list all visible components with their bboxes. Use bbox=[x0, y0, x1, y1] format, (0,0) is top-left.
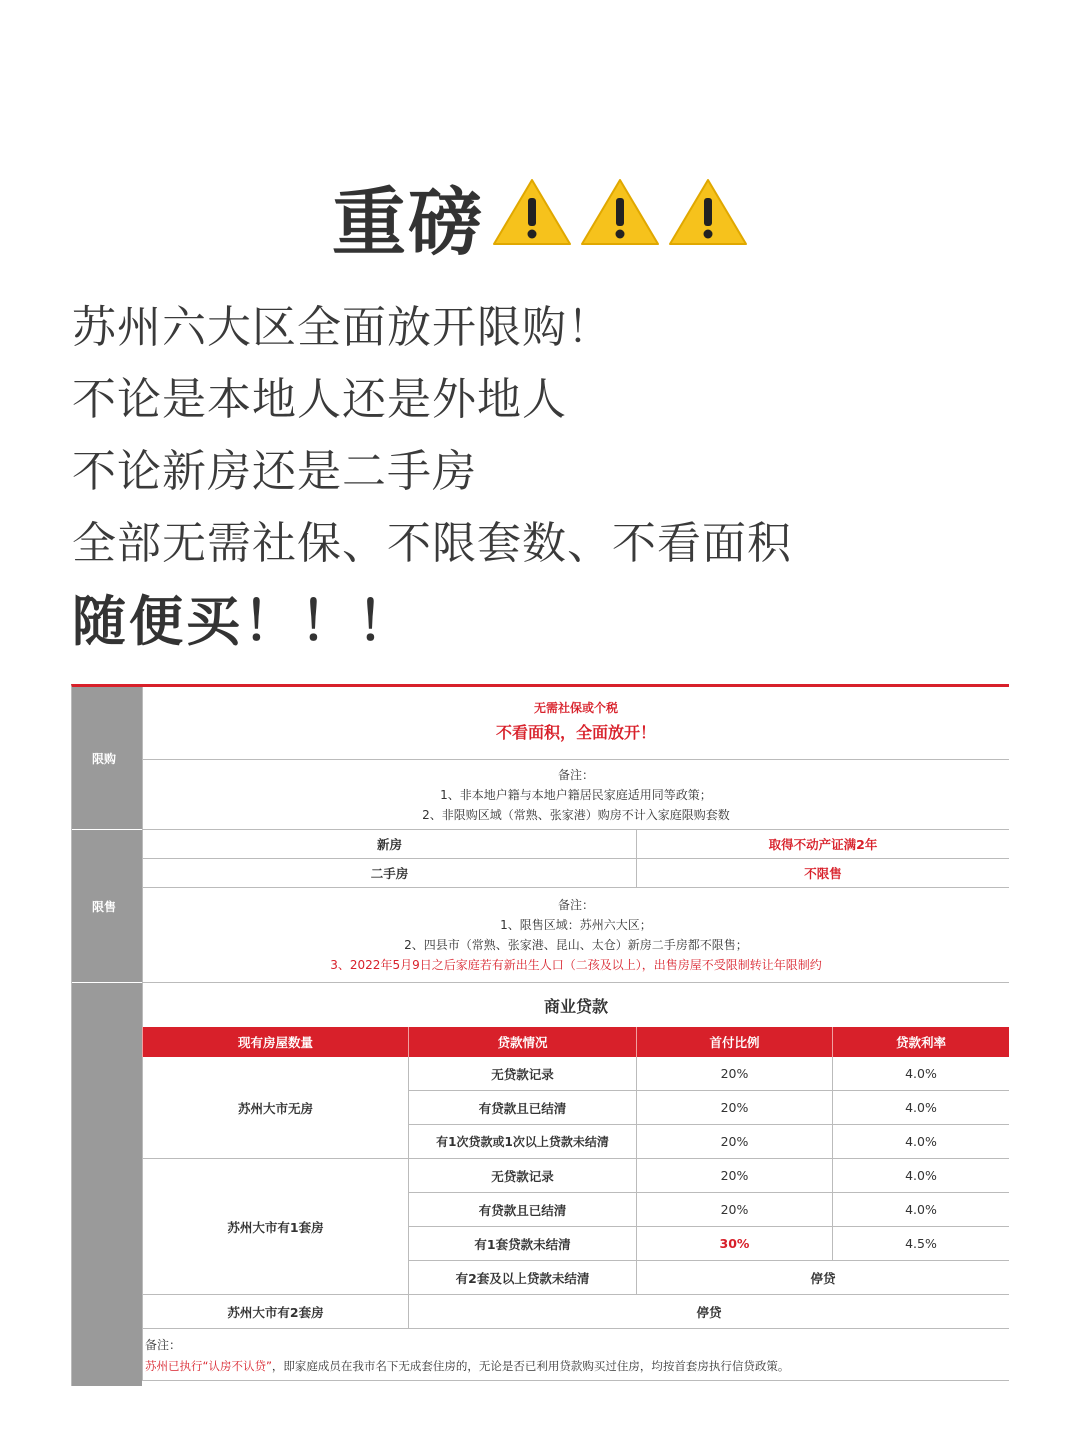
loan-note-cell bbox=[142, 1329, 1009, 1381]
purchase-note-title: 备注： bbox=[557, 767, 594, 782]
table-cell-status: 无贷款记录 bbox=[408, 1057, 636, 1091]
loan-title: 商业贷款 bbox=[142, 983, 1009, 1027]
table-cell-status: 有1次贷款或1次以上贷款未结清 bbox=[408, 1125, 636, 1159]
warning-icon bbox=[668, 176, 748, 266]
table-cell-status: 有2套及以上贷款未结清 bbox=[408, 1261, 636, 1295]
table-cell-down: 20% bbox=[636, 1159, 832, 1193]
purchase-line2: 不看面积，全面放开！ bbox=[495, 723, 656, 742]
loan-note-text bbox=[145, 1356, 789, 1377]
headline-text: 重磅 bbox=[332, 180, 484, 266]
announcement-line: 全部无需社保、不限套数、不看面积 bbox=[72, 518, 792, 569]
loan-header-houses: 现有房屋数量 bbox=[142, 1027, 408, 1057]
announcement-line: 不论新房还是二手房 bbox=[72, 446, 477, 497]
table-cell-down: 20% bbox=[636, 1193, 832, 1227]
loan-note-rest: ，即家庭成员在我市名下无成套住房的，无论是否已利用贷款购买过住房，均按首套房执行信贷政策。 bbox=[271, 1359, 790, 1373]
table-cell-status: 无贷款记录 bbox=[408, 1159, 636, 1193]
warning-icon bbox=[580, 176, 660, 266]
purchase-line1: 无需社保或个税 bbox=[533, 701, 618, 715]
sale-note-1: 1、限售区域：苏州六大区； bbox=[500, 918, 652, 932]
policy-table bbox=[71, 684, 1009, 1386]
table-cell-down: 20% bbox=[636, 1125, 832, 1159]
table-cell-rate: 4.5% bbox=[832, 1227, 1009, 1261]
table-cell-stop: 停贷 bbox=[636, 1261, 1009, 1295]
group-two-house: 苏州大市有2套房 bbox=[142, 1295, 408, 1329]
table-cell-stop: 停贷 bbox=[408, 1295, 1009, 1329]
purchase-note-1: 1、非本地户籍与本地户籍居民家庭适用同等政策； bbox=[440, 787, 712, 802]
table-cell-down: 20% bbox=[636, 1091, 832, 1125]
sale-note-title: 备注： bbox=[557, 898, 594, 912]
warning-icon bbox=[492, 176, 572, 266]
table-cell-status: 有1套贷款未结清 bbox=[408, 1227, 636, 1261]
table-cell-status: 有贷款且已结清 bbox=[408, 1193, 636, 1227]
announcement-emphasis: 随便买！！！ bbox=[72, 590, 414, 653]
side-label-loan bbox=[72, 983, 142, 1386]
purchase-note-cell bbox=[142, 760, 1009, 830]
sale-rule-second: 不限售 bbox=[636, 859, 1009, 888]
loan-header-down: 首付比例 bbox=[636, 1027, 832, 1057]
table-cell-rate: 4.0% bbox=[832, 1125, 1009, 1159]
table-main bbox=[142, 687, 1009, 1386]
announcement-line: 苏州六大区全面放开限购！ bbox=[72, 302, 612, 353]
loan-note-title: 备注： bbox=[145, 1338, 182, 1352]
sale-note-cell bbox=[142, 888, 1009, 983]
sale-note-3: 3、2022年5月9日之后家庭若有新出生人口（二孩及以上），出售房屋不受限制转让年限制约 bbox=[330, 958, 822, 972]
sale-type-new: 新房 bbox=[142, 830, 636, 859]
loan-header-rate: 贷款利率 bbox=[832, 1027, 1009, 1057]
side-label-sale: 限售 bbox=[72, 830, 142, 983]
announcement-lines bbox=[72, 292, 792, 664]
headline bbox=[0, 178, 1080, 272]
table-cell-down: 20% bbox=[636, 1057, 832, 1091]
loan-note-red: 苏州已执行“认房不认贷” bbox=[145, 1359, 272, 1373]
table-cell-rate: 4.0% bbox=[832, 1091, 1009, 1125]
table-cell-rate: 4.0% bbox=[832, 1159, 1009, 1193]
table-cell-rate: 4.0% bbox=[832, 1057, 1009, 1091]
sale-type-second: 二手房 bbox=[142, 859, 636, 888]
announcement-line: 不论是本地人还是外地人 bbox=[72, 374, 567, 425]
group-no-house: 苏州大市无房 bbox=[142, 1057, 408, 1159]
table-cell-down-highlight: 30% bbox=[636, 1227, 832, 1261]
side-label-purchase: 限购 bbox=[72, 687, 142, 830]
sale-rule-new: 取得不动产证满2年 bbox=[636, 830, 1009, 859]
purchase-note-2: 2、非限购区域（常熟、张家港）购房不计入家庭限购套数 bbox=[422, 807, 730, 822]
purchase-headline-cell bbox=[142, 687, 1009, 760]
sale-note-2: 2、四县市（常熟、张家港、昆山、太仓）新房二手房都不限售； bbox=[404, 938, 748, 952]
table-cell-rate: 4.0% bbox=[832, 1193, 1009, 1227]
group-one-house: 苏州大市有1套房 bbox=[142, 1159, 408, 1295]
table-cell-status: 有贷款且已结清 bbox=[408, 1091, 636, 1125]
loan-header-status: 贷款情况 bbox=[408, 1027, 636, 1057]
